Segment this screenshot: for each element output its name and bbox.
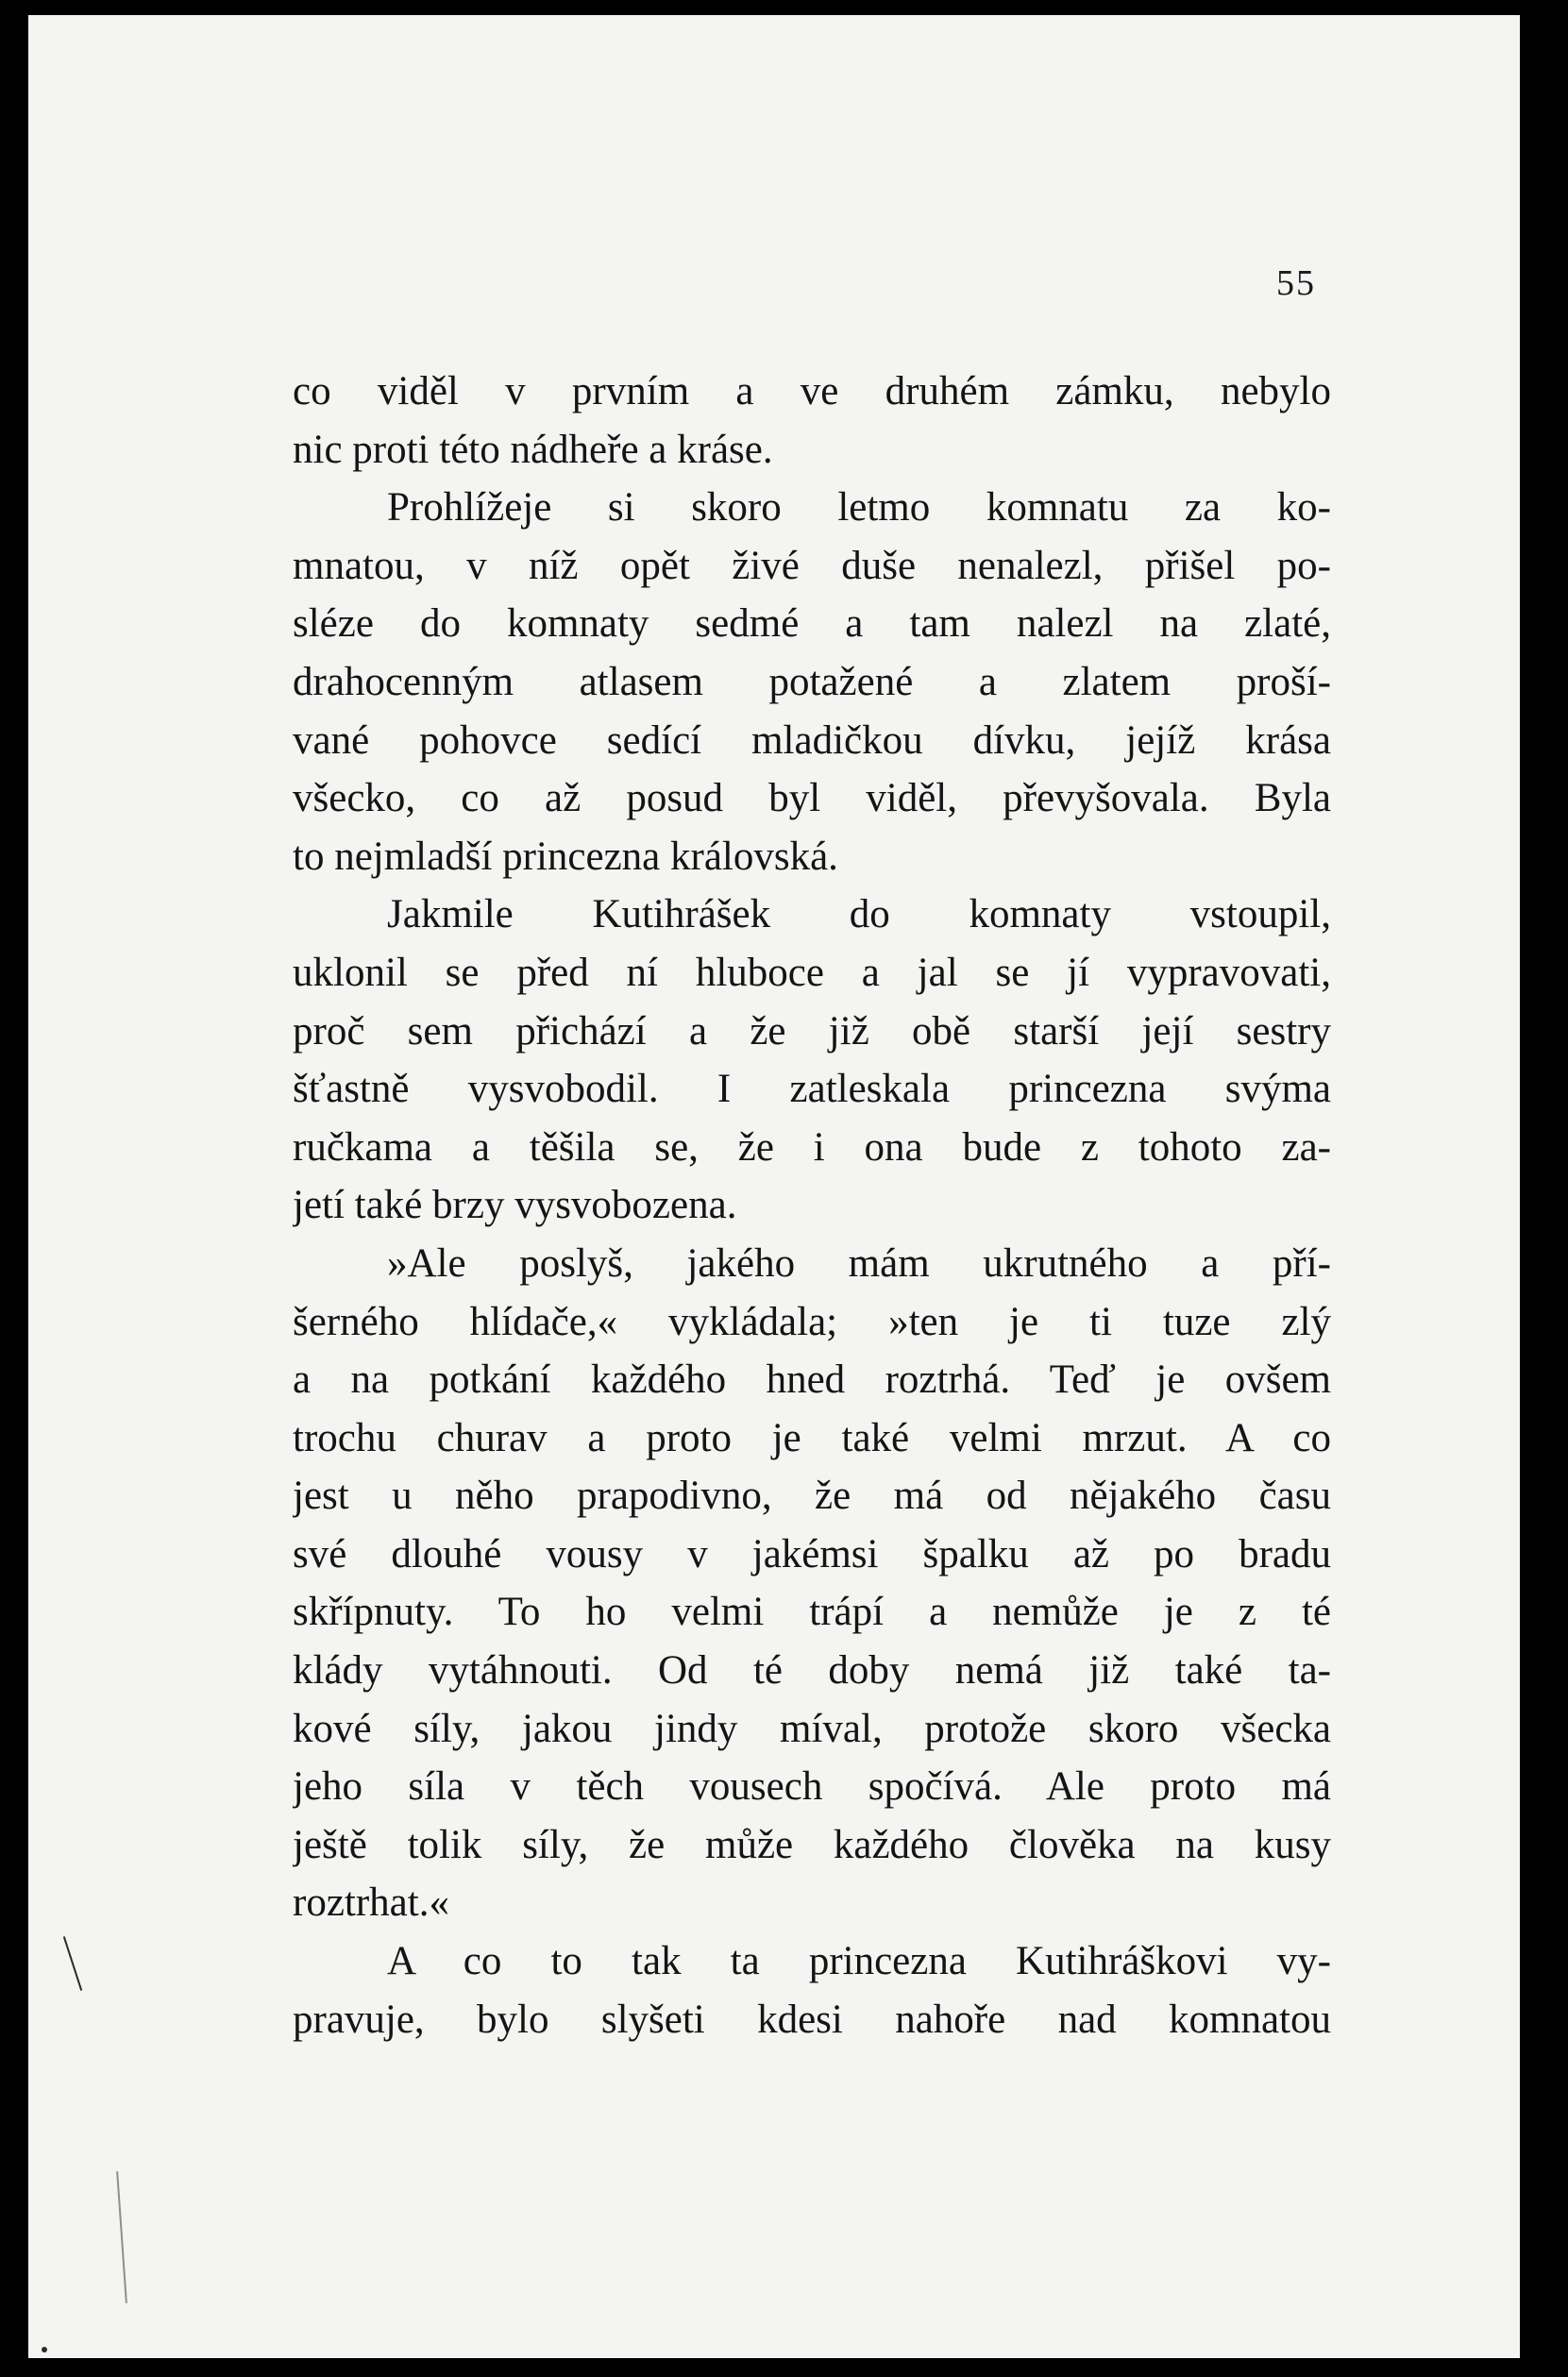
text-line: šerného hlídače,« vykládala; »ten je ti tuze zlý [293,1299,1331,1344]
text-line: vané pohovce sedící mladičkou dívku, jejíž krása [293,717,1331,763]
text-line: uklonil se před ní hluboce a jal se jí vypravovati, [293,950,1331,995]
text-line: šťastně vysvobodil. I zatleskala princezna svýma [293,1067,1331,1112]
text-line: mnatou, v níž opět živé duše nenalezl, přišel po- [293,543,1331,588]
text-line: proč sem přichází a že již obě starší její sestry [293,1008,1331,1054]
page-number: 55 [1276,263,1316,303]
text-line: skřípnuty. To ho velmi trápí a nemůže je z té [293,1590,1331,1635]
text-line: A co to tak ta princezna Kutihráškovi vy- [387,1939,1331,1984]
text-line: jetí také brzy vysvobozena. [293,1183,737,1228]
text-line: jest u něho prapodivno, že má od nějakého času [293,1474,1331,1519]
text-line: kové síly, jakou jindy míval, protože skoro všecka [293,1706,1331,1751]
scan-mark [42,2347,47,2352]
text-line: sléze do komnaty sedmé a tam nalezl na zlaté, [293,601,1331,647]
text-line: co viděl v prvním a ve druhém zámku, nebylo [293,369,1331,413]
text-line: ručkama a těšila se, že i ona bude z tohoto za- [293,1124,1331,1170]
text-line: Prohlížeje si skoro letmo komnatu za ko- [387,485,1331,531]
text-line: trochu churav a proto je také velmi mrzut. A co [293,1415,1331,1460]
text-line: to nejmladší princezna královská. [293,834,838,879]
text-line: drahocenným atlasem potažené a zlatem proší- [293,659,1331,704]
text-line: ještě tolik síly, že může každého člověka na kusy [293,1822,1331,1867]
text-line: nic proti této nádheře a kráse. [293,427,773,472]
book-page [28,15,1520,2358]
text-line: klády vytáhnouti. Od té doby nemá již také ta- [293,1648,1331,1694]
text-line: »Ale poslyš, jakého mám ukrutného a pří- [387,1240,1331,1286]
text-line: Jakmile Kutihrášek do komnaty vstoupil, [387,892,1331,937]
text-line: a na potkání každého hned roztrhá. Teď je ovšem [293,1357,1331,1403]
body-text [293,362,1331,2048]
text-line: všecko, co až posud byl viděl, převyšovala. Byla [293,776,1331,821]
text-line: své dlouhé vousy v jakémsi špalku až po bradu [293,1531,1331,1576]
text-line: pravuje, bylo slyšeti kdesi nahoře nad komnatou [293,1997,1331,2042]
text-line: roztrhat.« [293,1880,449,1926]
text-line: jeho síla v těch vousech spočívá. Ale proto má [293,1764,1331,1810]
